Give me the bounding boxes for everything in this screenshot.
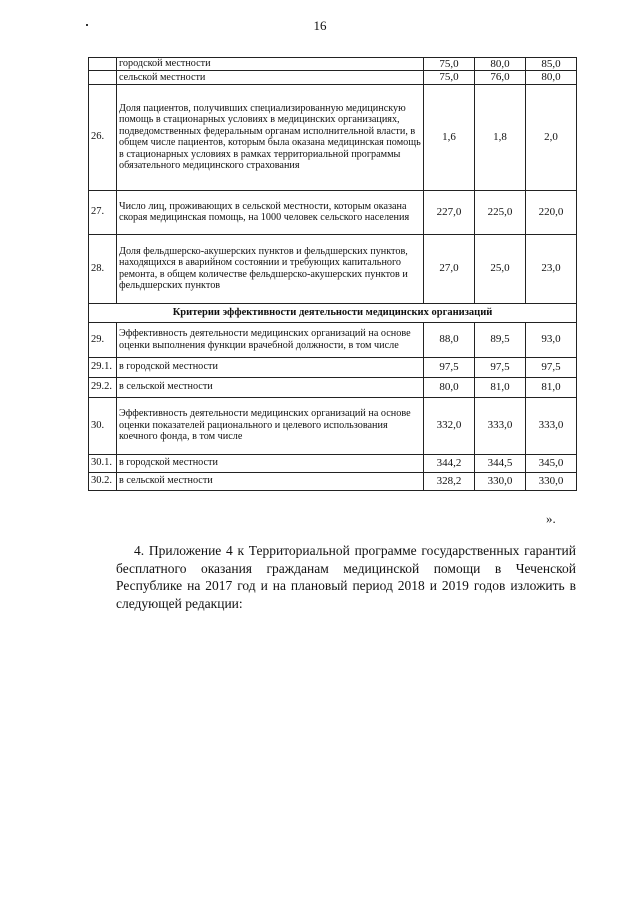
row-number: 30. bbox=[89, 397, 117, 454]
value-2018: 89,5 bbox=[475, 322, 526, 357]
value-2018: 80,0 bbox=[475, 58, 526, 71]
page-number: 16 bbox=[313, 18, 327, 33]
value-2019: 345,0 bbox=[526, 454, 577, 472]
value-2017: 227,0 bbox=[424, 190, 475, 234]
value-2019: 333,0 bbox=[526, 397, 577, 454]
criteria-table bbox=[88, 57, 577, 491]
criteria-table-body bbox=[89, 58, 577, 491]
criterion-text: Эффективность деятельности медицинских организаций на основе оценки показателей рационального и целевого использования коечного фонда, в том числе bbox=[117, 397, 424, 454]
row-number: 28. bbox=[89, 234, 117, 303]
body-paragraph bbox=[116, 542, 576, 612]
value-2019: 220,0 bbox=[526, 190, 577, 234]
table-row bbox=[89, 84, 577, 190]
table-row bbox=[89, 190, 577, 234]
value-2017: 97,5 bbox=[424, 357, 475, 377]
value-2018: 330,0 bbox=[475, 472, 526, 490]
value-2017: 344,2 bbox=[424, 454, 475, 472]
value-2017: 27,0 bbox=[424, 234, 475, 303]
row-number: 30.1. bbox=[89, 454, 117, 472]
row-number: 26. bbox=[89, 84, 117, 190]
section-header-row bbox=[89, 303, 577, 322]
value-2019: 23,0 bbox=[526, 234, 577, 303]
value-2019: 93,0 bbox=[526, 322, 577, 357]
value-2017: 332,0 bbox=[424, 397, 475, 454]
criterion-text: городской местности bbox=[117, 58, 424, 71]
table-row bbox=[89, 58, 577, 71]
paragraph-text: 4. Приложение 4 к Территориальной программе государственных гарантий бесплатного оказания гражданам медицинской помощи в Чеченской Республике на 2017 год и на плановый период 2018 и 2019 годов изложить в следующей редакции: bbox=[116, 543, 576, 611]
criterion-text: Число лиц, проживающих в сельской местности, которым оказана скорая медицинская помощь, на 1000 человек сельского населения bbox=[117, 190, 424, 234]
row-number: 29.1. bbox=[89, 357, 117, 377]
section-title: Критерии эффективности деятельности медицинских организаций bbox=[89, 303, 577, 322]
criterion-text: в городской местности bbox=[117, 357, 424, 377]
criterion-text: в сельской местности bbox=[117, 377, 424, 397]
row-number: 29. bbox=[89, 322, 117, 357]
row-number: 27. bbox=[89, 190, 117, 234]
value-2017: 75,0 bbox=[424, 58, 475, 71]
value-2017: 80,0 bbox=[424, 377, 475, 397]
table-row bbox=[89, 472, 577, 490]
criterion-text: сельской местности bbox=[117, 71, 424, 84]
row-number bbox=[89, 71, 117, 84]
value-2019: 80,0 bbox=[526, 71, 577, 84]
criterion-text: в сельской местности bbox=[117, 472, 424, 490]
value-2018: 333,0 bbox=[475, 397, 526, 454]
table-row bbox=[89, 397, 577, 454]
value-2017: 88,0 bbox=[424, 322, 475, 357]
value-2019: 85,0 bbox=[526, 58, 577, 71]
criterion-text: Эффективность деятельности медицинских организаций на основе оценки выполнения функции врачебной должности, в том числе bbox=[117, 322, 424, 357]
value-2017: 75,0 bbox=[424, 71, 475, 84]
value-2017: 1,6 bbox=[424, 84, 475, 190]
criterion-text: в городской местности bbox=[117, 454, 424, 472]
value-2018: 97,5 bbox=[475, 357, 526, 377]
value-2018: 81,0 bbox=[475, 377, 526, 397]
table-row bbox=[89, 377, 577, 397]
table-row bbox=[89, 322, 577, 357]
value-2018: 25,0 bbox=[475, 234, 526, 303]
criterion-text: Доля фельдшерско-акушерских пунктов и фельдшерских пунктов, находящихся в аварийном состоянии и требующих капитального ремонта, в общем количестве фельдшерско-акушерских пунктов и фельдшерских пунктов bbox=[117, 234, 424, 303]
value-2018: 1,8 bbox=[475, 84, 526, 190]
value-2019: 97,5 bbox=[526, 357, 577, 377]
value-2017: 328,2 bbox=[424, 472, 475, 490]
value-2018: 76,0 bbox=[475, 71, 526, 84]
value-2018: 225,0 bbox=[475, 190, 526, 234]
table-row bbox=[89, 357, 577, 377]
row-number bbox=[89, 58, 117, 71]
value-2019: 330,0 bbox=[526, 472, 577, 490]
row-number: 30.2. bbox=[89, 472, 117, 490]
table-row bbox=[89, 71, 577, 84]
closing-quote: ». bbox=[546, 511, 556, 526]
table-row bbox=[89, 454, 577, 472]
row-number: 29.2. bbox=[89, 377, 117, 397]
value-2019: 2,0 bbox=[526, 84, 577, 190]
value-2019: 81,0 bbox=[526, 377, 577, 397]
value-2018: 344,5 bbox=[475, 454, 526, 472]
table-row bbox=[89, 234, 577, 303]
criterion-text: Доля пациентов, получивших специализированную медицинскую помощь в стационарных условиях в медицинских организациях, подведомственных федеральным органам исполнительной власти, в общем числе пациентов, которым была оказана медицинская помощь в стационарных условиях в рамках территориальной программы обязательного медицинского страхования bbox=[117, 84, 424, 190]
